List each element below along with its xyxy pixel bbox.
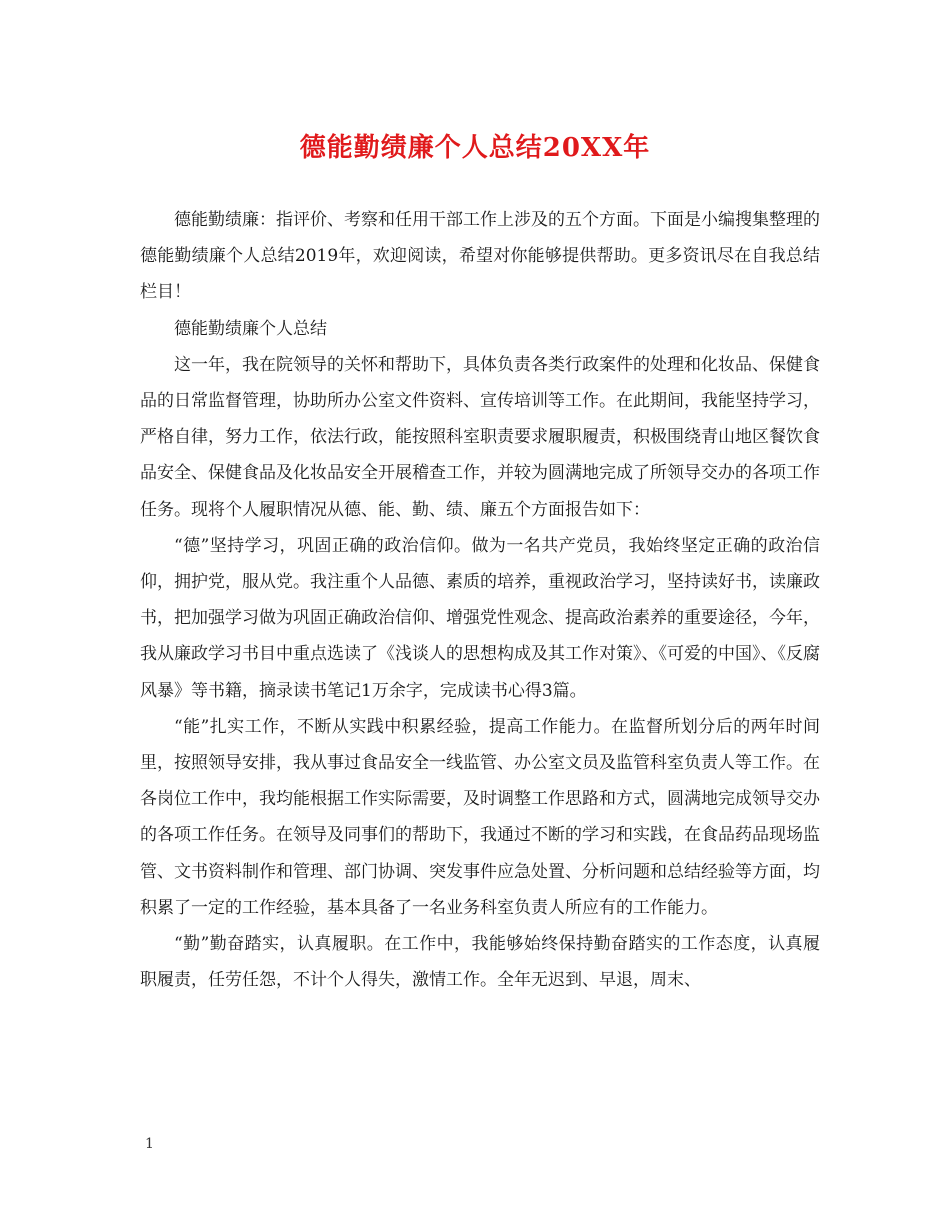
page-number: 1: [145, 1136, 154, 1152]
paragraph-subheading: 德能勤绩廉个人总结: [174, 318, 327, 339]
paragraph-neng: “能”扎实工作，不断从实践中积累经验，提高工作能力。在监督所划分后的两年时间里，按照领导安排，我从事过食品安全一线监管、办公室文员及监管科室负责人等工作。在各岗位工作中，我均能根据工作实际需要，及时调整工作思路和方式，圆满地完成领导交办的各项工作任务。在领导及同事们的帮助下，我通过不断的学习和实践，在食品药品现场监管、文书资料制作和管理、部门协调、突发事件应急处置、分析问题和总结经验等方面，均积累了一定的工作经验，基本具备了一名业务科室负责人所应有的工作能力。: [140, 716, 820, 918]
paragraph-de: “德”坚持学习，巩固正确的政治信仰。做为一名共产党员，我始终坚定正确的政治信仰，拥护党，服从党。我注重个人品德、素质的培养，重视政治学习，坚持读好书，读廉政书，把加强学习做为巩固正确政治信仰、增强党性观念、提高政治素养的重要途径，今年，我从廉政学习书目中重点选读了《浅谈人的思想构成及其工作对策》、《可爱的中国》、《反腐风暴》等书籍，摘录读书笔记1万余字，完成读书心得3篇。: [140, 535, 820, 701]
paragraph-intro: 德能勤绩廉：指评价、考察和任用干部工作上涉及的五个方面。下面是小编搜集整理的德能勤绩廉个人总结2019年，欢迎阅读，希望对你能够提供帮助。更多资讯尽在自我总结栏目！: [140, 210, 820, 303]
paragraph-overview: 这一年，我在院领导的关怀和帮助下，具体负责各类行政案件的处理和化妆品、保健食品的日常监督管理，协助所办公室文件资料、宣传培训等工作。在此期间，我能坚持学习，严格自律，努力工作，依法行政，能按照科室职责要求履职履责，积极围绕青山地区餐饮食品安全、保健食品及化妆品安全开展稽查工作，并较为圆满地完成了所领导交办的各项工作任务。现将个人履职情况从德、能、勤、绩、廉五个方面报告如下：: [140, 354, 820, 520]
document-body: [140, 202, 820, 998]
document-title: 德能勤绩廉个人总结20XX年: [299, 133, 651, 163]
paragraph-qin: “勤”勤奋踏实，认真履职。在工作中，我能够始终保持勤奋踏实的工作态度，认真履职履责，任劳任怨，不计个人得失，激情工作。全年无迟到、早退，周末、: [140, 934, 820, 991]
